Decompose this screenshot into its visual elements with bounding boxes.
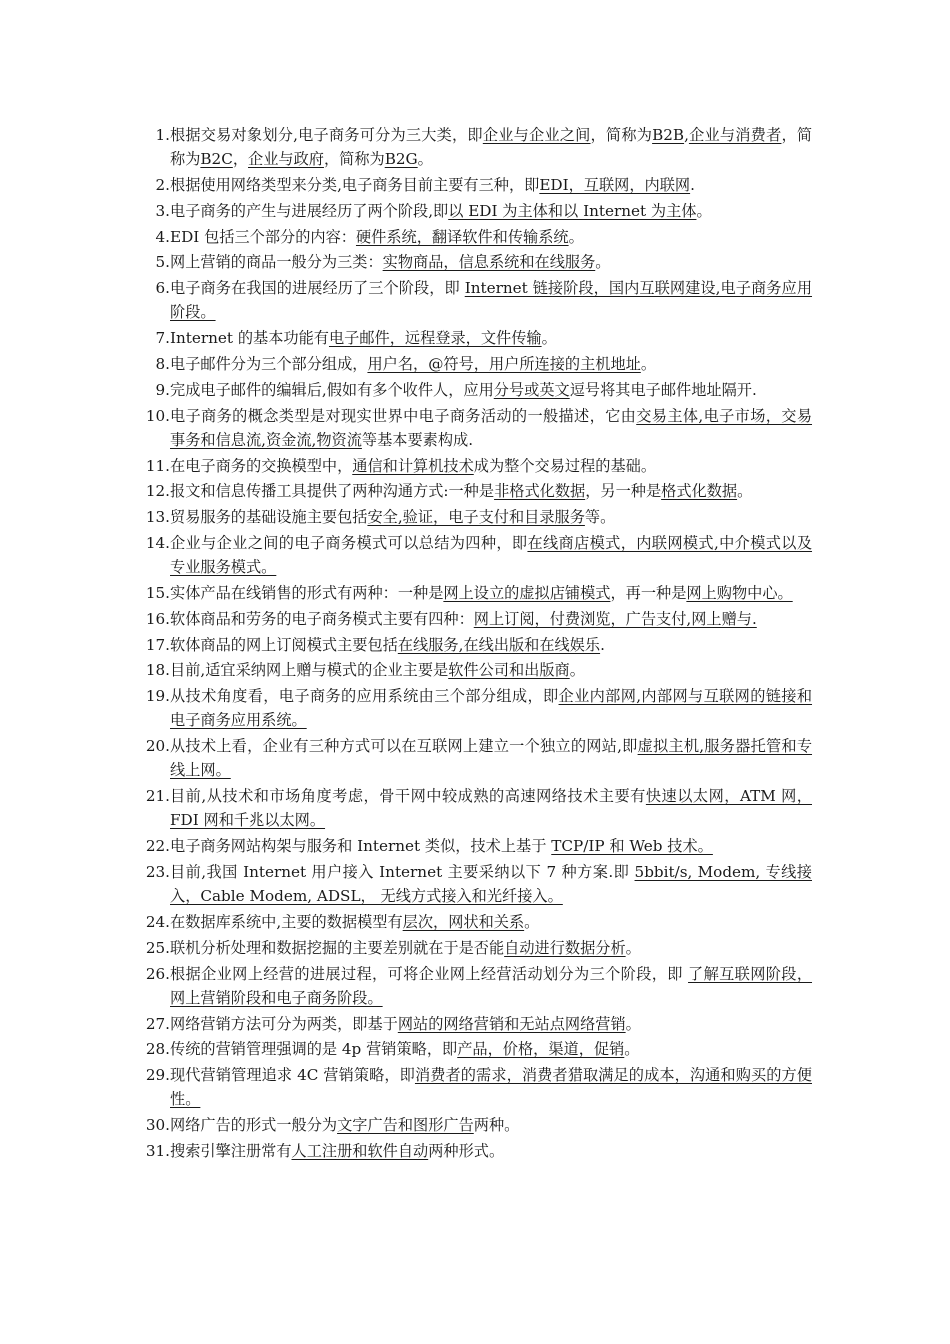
item-text	[170, 684, 812, 732]
item-text	[170, 505, 812, 529]
question-text: ，再一种是	[610, 583, 687, 602]
list-item	[140, 123, 812, 171]
question-text: 网上营销的商品一般分为三类：	[170, 253, 383, 272]
item-number: 19.	[145, 687, 170, 706]
question-text: ，另一种是	[585, 482, 662, 501]
item-text	[170, 123, 812, 171]
item-number: 23.	[145, 862, 170, 881]
item-text	[170, 607, 812, 631]
item-number: 7.	[155, 329, 170, 348]
question-text: 根据交易对象划分,电子商务可分为三大类，即	[170, 126, 483, 144]
question-text: 电子商务网站构架与服务和 Internet 类似，技术上基于	[170, 837, 552, 856]
underlined-answer: 软件公司和出版商	[448, 661, 570, 680]
item-number: 20.	[145, 737, 170, 756]
item-number: 4.	[155, 227, 170, 246]
question-text: 根据企业网上经营的进展过程，可将企业网上经营活动划分为三个阶段，即	[170, 964, 689, 983]
list-item	[140, 860, 812, 908]
item-number: 25.	[145, 938, 170, 957]
list-item	[140, 250, 812, 274]
list-item	[140, 199, 812, 223]
item-text	[170, 352, 812, 376]
underlined-answer: 了解互联网阶段，网上营销阶段和电子商务阶段。	[170, 964, 813, 1007]
underlined-answer: B2G	[384, 150, 418, 169]
underlined-answer: 人工注册和软件自动	[291, 1141, 429, 1160]
question-text: 。	[595, 253, 611, 272]
question-text: 电子邮件分为三个部分组成，	[170, 354, 368, 373]
underlined-answer: 用户名，@符号，用户所连接的主机地址	[367, 354, 641, 373]
question-text: 。	[569, 661, 585, 680]
item-text	[170, 454, 812, 478]
item-number: 26.	[145, 964, 170, 983]
question-text: 在数据库系统中,主要的数据模型有	[170, 912, 403, 931]
list-item	[140, 404, 812, 452]
question-text: 根据使用网络类型来分类,电子商务目前主要有三种，即	[170, 176, 540, 194]
underlined-answer: 企业与企业之间	[482, 126, 591, 144]
question-text: 现代营销管理追求 4C 营销策略，即	[170, 1066, 415, 1085]
underlined-answer: 5bbit/s, Modem, 专线接入，Cable Modem, ADSL， 无线方式接入和光纤接入。	[170, 862, 812, 906]
item-number: 10.	[145, 406, 170, 425]
list-item	[140, 1037, 812, 1061]
question-text: .	[690, 176, 695, 194]
item-number: 2.	[155, 176, 170, 194]
item-text	[170, 834, 812, 858]
question-text: 企业与企业之间的电子商务模式可以总结为四种，即	[170, 533, 528, 552]
item-text	[170, 404, 812, 452]
question-text: 软体商品和劳务的电子商务模式主要有四种：	[170, 609, 474, 628]
item-text	[170, 581, 812, 605]
underlined-answer: 网上订阅，付费浏览，广告支付,网上赠与.	[473, 609, 757, 628]
question-text: 。	[737, 482, 753, 501]
item-text	[170, 910, 812, 934]
list-item	[140, 479, 812, 503]
list-item	[140, 505, 812, 529]
list-item	[140, 962, 812, 1010]
item-number: 12.	[145, 482, 170, 501]
item-text	[170, 962, 812, 1010]
item-text	[170, 1139, 812, 1163]
underlined-answer: 自动进行数据分析	[504, 938, 626, 957]
item-text	[170, 276, 812, 324]
fill-in-answer-list	[140, 123, 812, 1165]
question-text: 两种形式。	[428, 1141, 505, 1160]
item-text	[170, 326, 812, 350]
question-text: ，	[232, 150, 249, 169]
list-item	[140, 1139, 812, 1163]
question-text: 从技术角度看，电子商务的应用系统由三个部分组成，即	[170, 687, 559, 706]
question-text: 。	[625, 938, 641, 957]
question-text: 。	[568, 227, 584, 246]
question-text: 实体产品在线销售的形式有两种：一种是	[170, 583, 444, 602]
question-text: 搜索引擎注册常有	[170, 1141, 292, 1160]
underlined-answer: 电子邮件，远程登录，文件传输	[328, 329, 542, 348]
item-number: 16.	[145, 609, 170, 628]
question-text: 电子商务的产生与进展经历了两个阶段,即	[170, 201, 449, 220]
question-text: 目前,从技术和市场角度考虑，骨干网中较成熟的高速网络技术主要有	[170, 787, 646, 806]
question-text: .	[600, 635, 605, 654]
question-text: 。	[417, 150, 433, 169]
item-number: 22.	[145, 837, 170, 856]
question-text: 。	[624, 1040, 640, 1059]
item-number: 5.	[155, 253, 170, 272]
underlined-answer: EDI，互联网，内联网	[539, 176, 691, 194]
underlined-answer: 在线商店模式，内联网模式,中介模式以及专业服务模式。	[170, 533, 813, 577]
item-text	[170, 479, 812, 503]
list-item	[140, 834, 812, 858]
list-item	[140, 326, 812, 350]
underlined-answer: 网上设立的虚拟店铺模式	[443, 583, 611, 602]
item-text	[170, 658, 812, 682]
list-item	[140, 454, 812, 478]
underlined-answer: 网站的网络营销和无站点网络营销	[397, 1014, 626, 1033]
question-text: ,	[684, 126, 689, 144]
question-text: 。	[696, 201, 712, 220]
underlined-answer: B2C	[200, 150, 233, 169]
question-text: 两种。	[473, 1116, 520, 1135]
question-text: 。	[541, 329, 557, 348]
underlined-answer: Internet 链接阶段，国内互联网建设,电子商务应用阶段。	[170, 279, 813, 322]
item-number: 6.	[155, 279, 170, 298]
question-text: 贸易服务的基础设施主要包括	[170, 508, 368, 527]
underlined-answer: 产品，价格，渠道，促销	[457, 1040, 625, 1059]
question-text: 目前,我国 Internet 用户接入 Internet 主要采纳以下 7 种方案.即	[170, 862, 635, 881]
underlined-answer: 在线服务,在线出版和在线娱乐	[397, 635, 601, 654]
question-text: 成为整个交易过程的基础。	[473, 456, 656, 475]
item-text	[170, 199, 812, 223]
underlined-answer: B2B	[652, 126, 685, 144]
item-text	[170, 633, 812, 657]
underlined-answer: 企业与政府	[248, 150, 324, 169]
question-text: 完成电子邮件的编辑后,假如有多个收件人，应用	[170, 380, 494, 399]
underlined-answer: 硬件系统，翻译软件和传输系统	[355, 227, 569, 246]
list-item	[140, 378, 812, 402]
list-item	[140, 734, 812, 782]
list-item	[140, 581, 812, 605]
question-text: Internet 的基本功能有	[170, 329, 329, 348]
underlined-answer: 以 EDI 为主体和以 Internet 为主体	[448, 201, 697, 220]
list-item	[140, 225, 812, 249]
list-item	[140, 1012, 812, 1036]
item-text	[170, 250, 812, 274]
question-text: 等。	[584, 508, 616, 527]
question-text: ，简称为	[170, 126, 813, 169]
underlined-answer: 企业内部网,内部网与互联网的链接和电子商务应用系统。	[170, 687, 813, 730]
item-number: 15.	[145, 583, 170, 602]
underlined-answer: 实物商品，信息系统和在线服务	[382, 253, 596, 272]
underlined-answer: TCP/IP 和 Web 技术。	[551, 837, 713, 856]
question-text: EDI 包括三个部分的内容：	[170, 227, 356, 246]
item-text	[170, 531, 812, 579]
question-text: 。	[640, 354, 656, 373]
item-number: 1.	[155, 126, 170, 144]
underlined-answer: 通信和计算机技术	[352, 456, 474, 475]
item-text	[170, 1012, 812, 1036]
item-number: 24.	[145, 912, 170, 931]
list-item	[140, 276, 812, 324]
question-text: 在电子商务的交换模型中，	[170, 456, 353, 475]
item-text	[170, 378, 812, 402]
item-number: 30.	[145, 1116, 170, 1135]
question-text: ，简称为	[323, 150, 385, 169]
list-item	[140, 936, 812, 960]
underlined-answer: 安全,验证，电子支付和目录服务	[367, 508, 585, 527]
list-item	[140, 173, 812, 197]
underlined-answer: 交易主体,电子市场，交易事务和信息流,资金流,物资流	[170, 406, 813, 449]
item-text	[170, 1037, 812, 1061]
underlined-answer: 层次，网状和关系	[402, 912, 525, 931]
underlined-answer: 消费者的需求，消费者猎取满足的成本，沟通和购买的方便性。	[170, 1066, 812, 1109]
question-text: 等基本要素构成.	[361, 430, 474, 449]
underlined-answer: 快速以太网，ATM 网，FDI 网和千兆以太网。	[170, 787, 812, 830]
underlined-answer: 非格式化数据	[494, 482, 586, 501]
item-number: 13.	[145, 508, 170, 527]
list-item	[140, 684, 812, 732]
question-text: 传统的营销管理强调的是 4p 营销策略，即	[170, 1040, 458, 1059]
item-number: 27.	[145, 1014, 170, 1033]
underlined-answer: 虚拟主机,服务器托管和专线上网。	[170, 737, 813, 780]
question-text: 从技术上看，企业有三种方式可以在互联网上建立一个独立的网站,即	[170, 737, 638, 756]
item-number: 31.	[145, 1141, 170, 1160]
list-item	[140, 1063, 812, 1111]
underlined-answer: 企业与消费者	[688, 126, 782, 144]
list-item	[140, 607, 812, 631]
list-item	[140, 531, 812, 579]
item-text	[170, 1113, 812, 1137]
underlined-answer: 分号或英文	[493, 380, 570, 399]
question-text: ，简称为	[590, 126, 653, 144]
item-number: 18.	[145, 661, 170, 680]
question-text: 网络广告的形式一般分为	[170, 1116, 338, 1135]
item-text	[170, 173, 812, 197]
list-item	[140, 784, 812, 832]
item-text	[170, 1063, 812, 1111]
list-item	[140, 633, 812, 657]
item-number: 9.	[155, 380, 170, 399]
item-number: 11.	[145, 456, 170, 475]
question-text: 。	[524, 912, 540, 931]
item-number: 21.	[145, 787, 170, 806]
question-text: 电子商务的概念类型是对现实世界中电子商务活动的一般描述，它由	[170, 406, 637, 425]
item-number: 8.	[155, 354, 170, 373]
list-item	[140, 1113, 812, 1137]
list-item	[140, 352, 812, 376]
question-text: 电子商务在我国的进展经历了三个阶段，即	[170, 279, 465, 298]
item-number: 14.	[145, 533, 170, 552]
underlined-answer: 文字广告和图形广告	[337, 1116, 474, 1135]
item-text	[170, 225, 812, 249]
question-text: 软体商品的网上订阅模式主要包括	[170, 635, 398, 654]
item-text	[170, 734, 812, 782]
item-number: 17.	[145, 635, 170, 654]
question-text: 报文和信息传播工具提供了两种沟通方式:一种是	[170, 482, 495, 501]
item-number: 28.	[145, 1040, 170, 1059]
list-item	[140, 658, 812, 682]
item-text	[170, 936, 812, 960]
question-text: 联机分析处理和数据挖掘的主要差别就在于是否能	[170, 938, 505, 957]
list-item	[140, 910, 812, 934]
question-text: 目前,适宜采纳网上赠与模式的企业主要是	[170, 661, 449, 680]
question-text: 网络营销方法可分为两类，即基于	[170, 1014, 398, 1033]
item-text	[170, 784, 812, 832]
underlined-answer: 格式化数据	[661, 482, 738, 501]
question-text: 逗号将其电子邮件地址隔开.	[569, 380, 757, 399]
question-text: 。	[625, 1014, 641, 1033]
item-number: 3.	[155, 201, 170, 220]
item-number: 29.	[145, 1066, 170, 1085]
item-text	[170, 860, 812, 908]
underlined-answer: 网上购物中心。	[686, 583, 793, 602]
